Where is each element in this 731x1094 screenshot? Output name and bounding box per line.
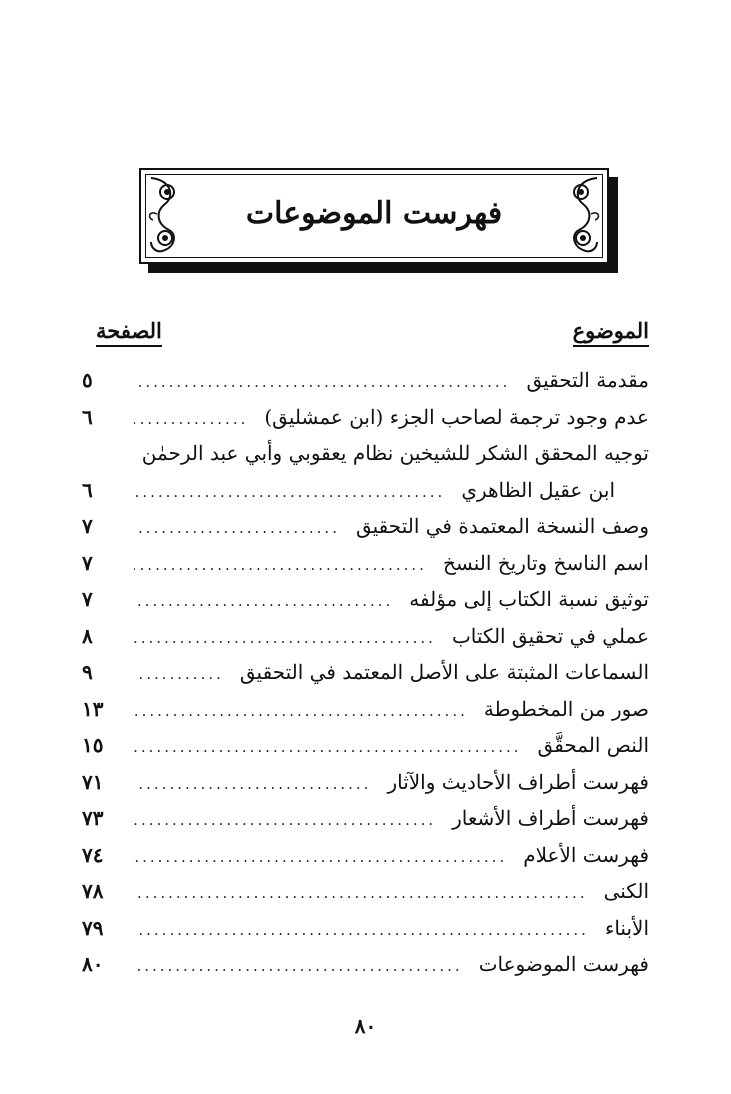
toc-entry-page: ٧٨ <box>82 879 104 903</box>
toc-entry <box>82 952 649 989</box>
toc-entry <box>82 806 649 843</box>
topic-column-header <box>573 318 649 347</box>
toc-entry-title: اسم الناسخ وتاريخ النسخ <box>442 550 649 575</box>
toc-entry-page: ٨ <box>82 623 93 648</box>
toc-entry-title: عدم وجود ترجمة لصاحب الجزء (ابن عمشليق) <box>264 404 649 429</box>
toc-entry <box>82 405 649 442</box>
toc-entry <box>82 733 649 770</box>
dot-leader <box>134 848 507 866</box>
toc-entry-title: ابن عقيل الظاهري <box>461 477 615 502</box>
dot-leader <box>134 519 340 537</box>
page-column-header <box>96 318 162 347</box>
toc-entry-page: ١٥ <box>82 733 104 757</box>
toc-entry <box>82 879 649 916</box>
toc-entry-page: ٧ <box>82 514 93 538</box>
toc-entry <box>82 441 649 478</box>
toc-entry-title: عملي في تحقيق الكتاب <box>451 623 649 648</box>
dot-leader <box>134 702 468 720</box>
page-header-label: الصفحة <box>96 318 162 343</box>
toc-entry-page: ٥ <box>82 368 93 392</box>
toc-entry-page: ٧١ <box>82 769 104 794</box>
dot-leader <box>134 921 589 939</box>
toc-entry-page: ٧٩ <box>82 915 104 940</box>
page-title: فهرست الموضوعات <box>245 196 503 231</box>
toc-entry <box>82 660 649 697</box>
toc-entry-title: فهرست أطراف الأشعار <box>452 806 649 830</box>
toc-entry-title: فهرست الموضوعات <box>478 952 649 976</box>
topic-header-label: الموضوع <box>572 318 649 343</box>
toc-entry-page: ٧ <box>82 550 93 575</box>
toc-entry <box>82 916 649 953</box>
toc-entry-title: النص المحقَّق <box>537 733 649 757</box>
toc-entry-title: فهرست أطراف الأحاديث والآثار <box>387 769 649 794</box>
toc-entry-title: توثيق نسبة الكتاب إلى مؤلفه <box>409 587 649 611</box>
toc-entry-title: توجيه المحقق الشكر للشيخين نظام يعقوبي وأبي عبد الرحمٰن <box>141 441 649 465</box>
dot-leader <box>134 957 463 975</box>
toc-entry-title: الأبناء <box>604 915 649 940</box>
toc-entry <box>82 770 649 807</box>
toc-entry-title: مقدمة التحقيق <box>526 368 649 392</box>
dot-leader <box>134 665 224 683</box>
dot-leader <box>134 738 522 756</box>
topic-header-underline <box>573 345 649 347</box>
page-header-underline <box>96 345 162 347</box>
toc-entry <box>82 587 649 624</box>
dot-leader <box>134 775 371 793</box>
toc-entry-page: ١٣ <box>82 696 104 721</box>
dot-leader <box>134 373 510 391</box>
toc-entry-page: ٧ <box>82 587 93 611</box>
toc-entry-title: الكنى <box>603 879 649 903</box>
dot-leader <box>134 410 248 428</box>
dot-leader <box>134 629 436 647</box>
toc-entry <box>82 368 649 405</box>
toc-entry <box>82 624 649 661</box>
toc-entry-title: فهرست الأعلام <box>523 842 649 867</box>
toc-entry-page: ٦ <box>82 477 93 502</box>
dot-leader <box>134 592 393 610</box>
toc-entry-page: ٩ <box>82 660 93 684</box>
toc-entry <box>82 843 649 880</box>
toc-entry-title: وصف النسخة المعتمدة في التحقيق <box>355 514 649 538</box>
toc-entry-page: ٧٣ <box>82 806 104 830</box>
toc-entry <box>82 514 649 551</box>
toc-entry-page: ٨٠ <box>82 952 104 976</box>
toc-entry-page: ٧٤ <box>82 842 104 867</box>
toc-entry <box>82 478 649 515</box>
dot-leader <box>134 811 436 829</box>
toc-entry <box>82 551 649 588</box>
toc-entry-title: صور من المخطوطة <box>483 696 649 721</box>
table-of-contents <box>82 368 649 989</box>
dot-leader <box>134 884 588 902</box>
toc-entry <box>82 697 649 734</box>
toc-entry-page: ٦ <box>82 404 93 429</box>
page-number: ٨٠ <box>354 1014 377 1038</box>
dot-leader <box>134 483 445 501</box>
toc-entry-title: السماعات المثبتة على الأصل المعتمد في التحقيق <box>239 660 649 684</box>
title-frame <box>139 168 609 264</box>
dot-leader <box>134 556 427 574</box>
